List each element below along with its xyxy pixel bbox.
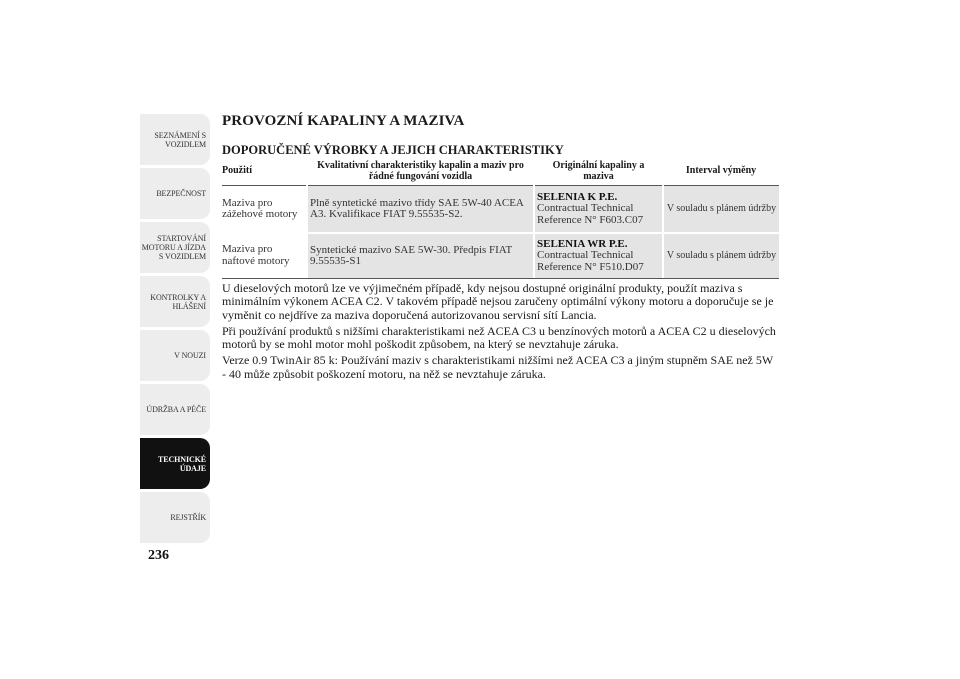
table-row: [222, 233, 779, 278]
cell-use: Maziva pro zážehové motory: [222, 186, 307, 234]
tab-startovani-motoru[interactable]: [140, 222, 210, 273]
tab-label: ÚDRŽBA A PÉČE: [146, 405, 206, 414]
cell-product: [534, 186, 663, 234]
tab-label: V NOUZI: [174, 351, 206, 360]
tab-label: REJSTŘÍK: [170, 513, 206, 522]
table-header-row: [222, 159, 779, 186]
product-name: SELENIA WR P.E.: [537, 237, 628, 250]
lubricants-table: [222, 159, 779, 278]
product-name: SELENIA K P.E.: [537, 190, 618, 203]
page-title: PROVOZNÍ KAPALINY A MAZIVA: [222, 113, 465, 129]
table-row: [222, 186, 779, 234]
chapter-tabs: [140, 114, 210, 546]
tab-label: BEZPEČNOST: [156, 189, 206, 198]
section-title: DOPORUČENÉ VÝROBKY A JEJICH CHARAKTERISTIKY: [222, 143, 564, 157]
cell-interval: V souladu s plánem údržby: [663, 233, 779, 278]
header-use: Použití: [222, 159, 307, 186]
product-ref: Contractual Technical Reference N° F603.C07: [537, 202, 644, 226]
tab-rejstrik[interactable]: [140, 492, 210, 543]
product-ref: Contractual Technical Reference N° F510.D07: [537, 249, 644, 273]
page-number: 236: [148, 548, 169, 563]
paragraph: U dieselových motorů lze ve výjimečném případě, kdy nejsou dostupné originální produkty, použít maziva s minimálním výkonem ACEA C2. V takovém případě nejsou zaručeny optimální výkony motoru a doporučuje se je vyměnit co nejdříve za maziva doporučená autorizovanou servisní sítí Lancia.: [222, 281, 774, 322]
cell-spec: Plně syntetické mazivo třídy SAE 5W-40 ACEA A3. Kvalifikace FIAT 9.55535-S2.: [307, 186, 534, 234]
tab-label: STARTOVÁNÍ MOTORU A JÍZDA S VOZIDLEM: [141, 234, 206, 261]
paragraph: Verze 0.9 TwinAir 85 k: Používání maziv s charakteristikami nižšími než ACEA C3 a jiným stupněm SAE než 5W - 40 může způsobit poškození motoru, na něž se nevztahuje záruka.: [222, 353, 773, 381]
tab-label: TECHNICKÉ ÚDAJE: [158, 454, 206, 473]
cell-interval: V souladu s plánem údržby: [663, 186, 779, 234]
tab-bezpecnost[interactable]: [140, 168, 210, 219]
cell-spec: Syntetické mazivo SAE 5W-30. Předpis FIAT 9.55535-S1: [307, 233, 534, 278]
tab-label: KONTROLKY A HLÁŠENÍ: [150, 292, 206, 311]
header-spec: Kvalitativní charakteristiky kapalin a maziv pro řádné fungování vozidla: [307, 159, 534, 186]
tab-kontrolky-a-hlaseni[interactable]: [140, 276, 210, 327]
paragraph: Při používání produktů s nižšími charakteristikami než ACEA C3 u benzínových motorů a ACEA C2 u dieselových motorů by se mohl motor mohl poškodit způsobem, na který se nevztahuje záruka.: [222, 323, 776, 352]
table-bottom-rule: [222, 278, 779, 279]
tab-technicke-udaje[interactable]: [140, 438, 210, 489]
cell-use: Maziva pro naftové motory: [222, 233, 307, 278]
cell-product: [534, 233, 663, 278]
tab-seznameni-s-vozidlem[interactable]: [140, 114, 210, 165]
tab-udrzba-a-pece[interactable]: [140, 384, 210, 435]
header-product: Originální kapaliny a maziva: [534, 159, 663, 186]
tab-v-nouzi[interactable]: [140, 330, 210, 381]
main-content: [222, 113, 778, 381]
tab-label: SEZNÁMENÍ S VOZIDLEM: [154, 130, 206, 149]
header-interval: Interval výměny: [663, 159, 779, 186]
